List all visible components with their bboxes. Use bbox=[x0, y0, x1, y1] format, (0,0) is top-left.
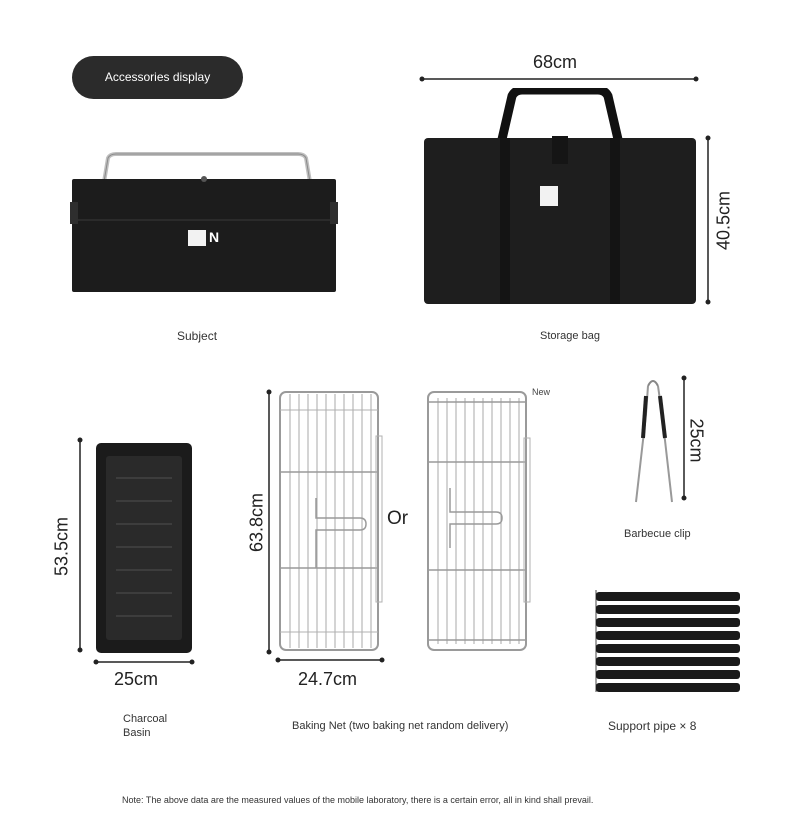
charcoal-basin-label bbox=[123, 712, 167, 740]
subject-label: Subject bbox=[177, 329, 218, 343]
charcoal-basin-image bbox=[76, 436, 202, 670]
charcoal-basin-height: 53.5cm bbox=[51, 516, 72, 577]
baking-net-b-image bbox=[424, 388, 534, 654]
footer-note: Note: The above data are the measured values of the mobile laboratory, there is a certain error, all in kind shall prevail. bbox=[122, 795, 594, 805]
charcoal-basin-label-line1: Charcoal bbox=[123, 713, 168, 725]
support-pipes-image bbox=[592, 586, 744, 698]
barbecue-clip-label: Barbecue clip bbox=[624, 528, 691, 540]
baking-net-label: Baking Net (two baking net random delivery) bbox=[292, 720, 509, 732]
charcoal-basin-label-line2: Basin bbox=[123, 727, 151, 739]
brand-logo: N bbox=[208, 229, 220, 245]
support-pipe-label: Support pipe × 8 bbox=[608, 719, 697, 733]
charcoal-basin-width: 25cm bbox=[114, 669, 159, 689]
baking-net-width: 24.7cm bbox=[298, 669, 358, 689]
baking-net-a-image bbox=[276, 388, 386, 654]
barbecue-clip-height: 25cm bbox=[686, 418, 707, 463]
storage-bag-image bbox=[420, 88, 700, 306]
storage-bag-label: Storage bag bbox=[540, 330, 600, 342]
new-tag: New bbox=[532, 387, 551, 397]
storage-bag-width: 68cm bbox=[533, 52, 578, 72]
or-label: Or bbox=[387, 508, 409, 529]
baking-net-height: 63.8cm bbox=[246, 492, 267, 553]
section-title-pill: Accessories display bbox=[72, 56, 243, 99]
grill-box-image bbox=[70, 150, 340, 295]
storage-bag-height: 40.5cm bbox=[713, 190, 734, 251]
